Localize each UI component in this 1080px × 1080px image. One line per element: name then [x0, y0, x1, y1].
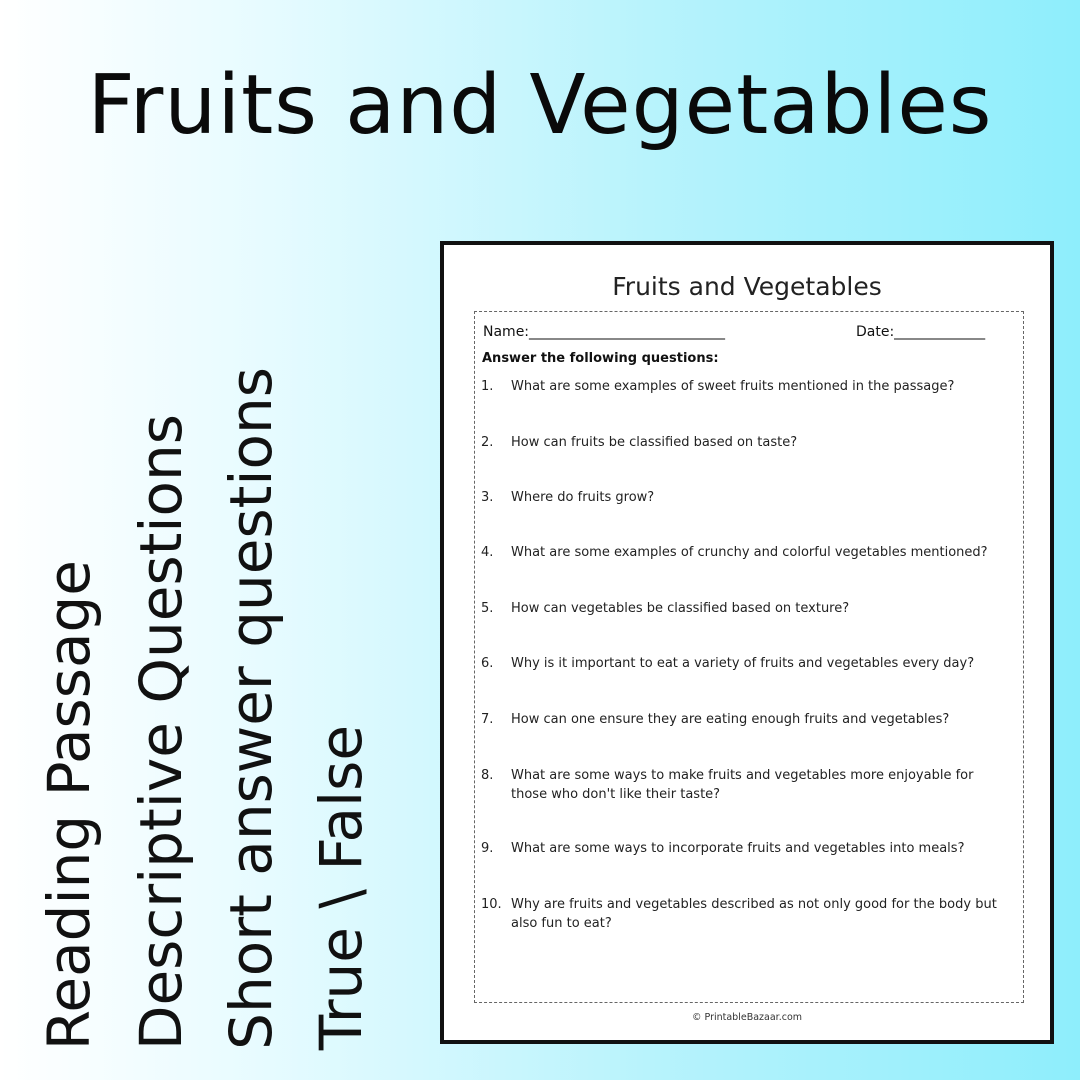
- worksheet-page: [440, 241, 1054, 1044]
- question-text: Where do fruits grow?: [511, 490, 655, 505]
- question-item: [481, 543, 1011, 562]
- question-text: What are some examples of crunchy and colorful vegetables mentioned?: [511, 545, 988, 560]
- question-item: [481, 710, 1011, 729]
- question-text: What are some ways to make fruits and vegetables more enjoyable for those who don't like their taste?: [511, 768, 974, 802]
- question-number: 6.: [481, 656, 494, 671]
- question-item: [481, 488, 1011, 507]
- question-number: 2.: [481, 435, 494, 450]
- question-number: 8.: [481, 768, 494, 783]
- question-number: 9.: [481, 841, 494, 856]
- question-number: 4.: [481, 545, 494, 560]
- question-text: Why is it important to eat a variety of fruits and vegetables every day?: [511, 656, 975, 671]
- name-field[interactable]: Name:____________________________: [483, 324, 726, 340]
- main-title: Fruits and Vegetables: [87, 58, 993, 153]
- question-number: 5.: [481, 601, 494, 616]
- worksheet-title: Fruits and Vegetables: [612, 272, 882, 301]
- question-box: [474, 311, 1024, 1003]
- question-text: What are some examples of sweet fruits mentioned in the passage?: [511, 379, 955, 394]
- question-text: How can fruits be classified based on taste?: [511, 435, 798, 450]
- question-item: [481, 895, 1011, 933]
- question-item: [481, 599, 1011, 618]
- side-label-true-false: True \ False: [307, 724, 375, 1050]
- question-text: What are some ways to incorporate fruits and vegetables into meals?: [511, 841, 965, 856]
- side-label-reading-passage: Reading Passage: [35, 559, 103, 1050]
- question-text: How can vegetables be classified based on texture?: [511, 601, 850, 616]
- question-number: 7.: [481, 712, 494, 727]
- question-item: [481, 377, 1011, 396]
- instructions: Answer the following questions:: [482, 351, 719, 366]
- question-number: 1.: [481, 379, 494, 394]
- question-item: [481, 433, 1011, 452]
- date-field[interactable]: Date:_____________: [856, 324, 986, 340]
- question-item: [481, 839, 1011, 858]
- question-number: 3.: [481, 490, 494, 505]
- question-item: [481, 766, 1011, 804]
- question-text: How can one ensure they are eating enough fruits and vegetables?: [511, 712, 950, 727]
- side-labels: [35, 290, 380, 1050]
- question-number: 10.: [481, 897, 502, 912]
- side-label-short-answer-questions: Short answer questions: [217, 367, 285, 1050]
- question-item: [481, 654, 1011, 673]
- copyright-footer: © PrintableBazaar.com: [691, 1012, 803, 1023]
- question-text: Why are fruits and vegetables described as not only good for the body but also fun to eat?: [511, 897, 997, 931]
- side-label-descriptive-questions: Descriptive Questions: [127, 413, 195, 1050]
